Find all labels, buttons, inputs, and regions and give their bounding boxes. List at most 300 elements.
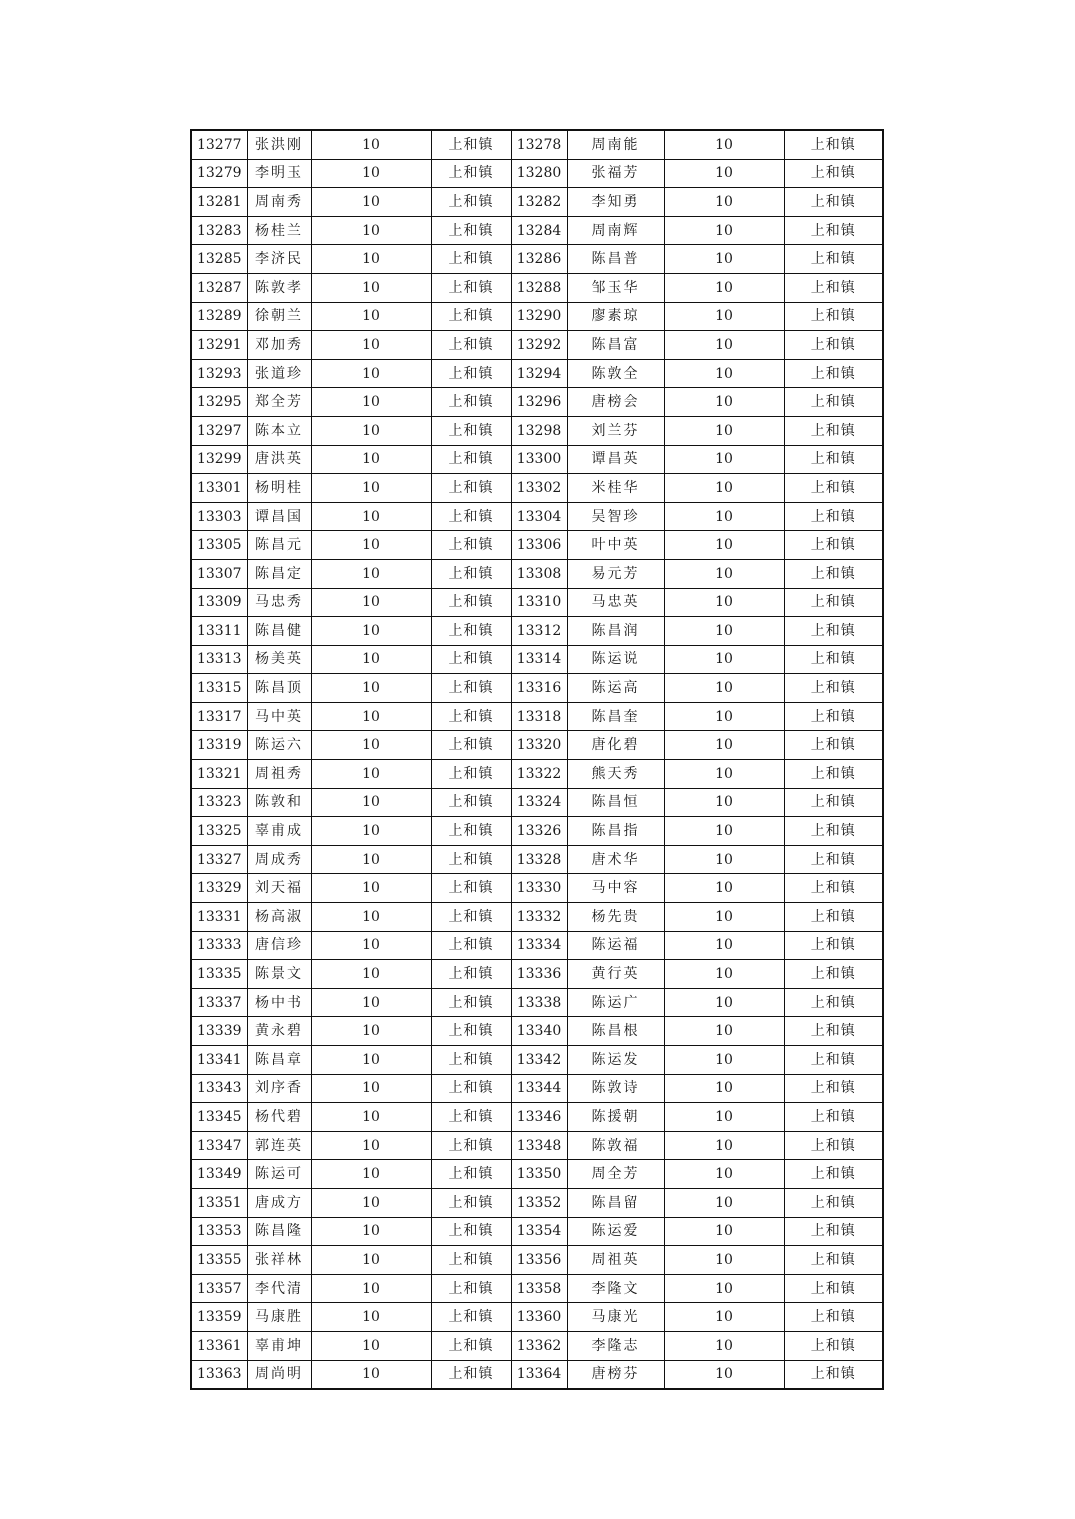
person-name-cell: 刘兰芬 bbox=[567, 416, 664, 445]
person-name-cell: 周南能 bbox=[567, 130, 664, 159]
amount-cell: 10 bbox=[664, 1160, 784, 1189]
amount-cell: 10 bbox=[311, 702, 431, 731]
record-id-cell: 13312 bbox=[511, 617, 567, 646]
person-name-cell: 李隆文 bbox=[567, 1274, 664, 1303]
table-row bbox=[191, 1131, 883, 1160]
town-cell: 上和镇 bbox=[431, 1331, 511, 1360]
town-cell: 上和镇 bbox=[784, 416, 883, 445]
amount-cell: 10 bbox=[664, 502, 784, 531]
amount-cell: 10 bbox=[664, 1360, 784, 1389]
person-name-cell: 陈昌根 bbox=[567, 1017, 664, 1046]
amount-cell: 10 bbox=[664, 1331, 784, 1360]
record-id-cell: 13278 bbox=[511, 130, 567, 159]
person-name-cell: 陈昌定 bbox=[247, 559, 311, 588]
amount-cell: 10 bbox=[311, 359, 431, 388]
amount-cell: 10 bbox=[664, 1046, 784, 1075]
amount-cell: 10 bbox=[664, 416, 784, 445]
town-cell: 上和镇 bbox=[431, 388, 511, 417]
town-cell: 上和镇 bbox=[784, 474, 883, 503]
person-name-cell: 陈昌顶 bbox=[247, 674, 311, 703]
amount-cell: 10 bbox=[664, 245, 784, 274]
person-name-cell: 李济民 bbox=[247, 245, 311, 274]
record-id-cell: 13354 bbox=[511, 1217, 567, 1246]
record-id-cell: 13331 bbox=[191, 903, 247, 932]
town-cell: 上和镇 bbox=[784, 788, 883, 817]
table-row bbox=[191, 817, 883, 846]
town-cell: 上和镇 bbox=[431, 302, 511, 331]
table-row bbox=[191, 302, 883, 331]
table-row bbox=[191, 731, 883, 760]
town-cell: 上和镇 bbox=[784, 817, 883, 846]
amount-cell: 10 bbox=[664, 845, 784, 874]
town-cell: 上和镇 bbox=[431, 1360, 511, 1389]
table-row bbox=[191, 474, 883, 503]
amount-cell: 10 bbox=[664, 1074, 784, 1103]
table-row bbox=[191, 788, 883, 817]
record-id-cell: 13351 bbox=[191, 1188, 247, 1217]
record-id-cell: 13289 bbox=[191, 302, 247, 331]
record-id-cell: 13288 bbox=[511, 273, 567, 302]
person-name-cell: 谭昌国 bbox=[247, 502, 311, 531]
record-id-cell: 13279 bbox=[191, 159, 247, 188]
person-name-cell: 米桂华 bbox=[567, 474, 664, 503]
record-id-cell: 13313 bbox=[191, 645, 247, 674]
person-name-cell: 唐洪英 bbox=[247, 445, 311, 474]
record-id-cell: 13326 bbox=[511, 817, 567, 846]
record-id-cell: 13340 bbox=[511, 1017, 567, 1046]
record-id-cell: 13320 bbox=[511, 731, 567, 760]
town-cell: 上和镇 bbox=[784, 845, 883, 874]
amount-cell: 10 bbox=[311, 817, 431, 846]
record-id-cell: 13280 bbox=[511, 159, 567, 188]
town-cell: 上和镇 bbox=[784, 1303, 883, 1332]
amount-cell: 10 bbox=[311, 1017, 431, 1046]
town-cell: 上和镇 bbox=[784, 1046, 883, 1075]
amount-cell: 10 bbox=[311, 302, 431, 331]
amount-cell: 10 bbox=[664, 188, 784, 217]
town-cell: 上和镇 bbox=[431, 817, 511, 846]
amount-cell: 10 bbox=[664, 1303, 784, 1332]
person-name-cell: 陈敦孝 bbox=[247, 273, 311, 302]
person-name-cell: 辜甫成 bbox=[247, 817, 311, 846]
record-id-cell: 13334 bbox=[511, 931, 567, 960]
person-name-cell: 杨桂兰 bbox=[247, 216, 311, 245]
amount-cell: 10 bbox=[664, 960, 784, 989]
record-id-cell: 13349 bbox=[191, 1160, 247, 1189]
amount-cell: 10 bbox=[664, 559, 784, 588]
record-id-cell: 13332 bbox=[511, 903, 567, 932]
town-cell: 上和镇 bbox=[784, 960, 883, 989]
record-id-cell: 13360 bbox=[511, 1303, 567, 1332]
person-name-cell: 陈敦诗 bbox=[567, 1074, 664, 1103]
person-name-cell: 陈敦福 bbox=[567, 1131, 664, 1160]
table-row bbox=[191, 960, 883, 989]
record-id-cell: 13363 bbox=[191, 1360, 247, 1389]
person-name-cell: 唐成方 bbox=[247, 1188, 311, 1217]
town-cell: 上和镇 bbox=[431, 502, 511, 531]
record-id-cell: 13300 bbox=[511, 445, 567, 474]
person-name-cell: 陈运发 bbox=[567, 1046, 664, 1075]
person-name-cell: 张洪刚 bbox=[247, 130, 311, 159]
amount-cell: 10 bbox=[664, 130, 784, 159]
amount-cell: 10 bbox=[311, 445, 431, 474]
record-id-cell: 13310 bbox=[511, 588, 567, 617]
town-cell: 上和镇 bbox=[784, 931, 883, 960]
table-row bbox=[191, 1046, 883, 1075]
amount-cell: 10 bbox=[311, 216, 431, 245]
town-cell: 上和镇 bbox=[784, 588, 883, 617]
person-name-cell: 杨高淑 bbox=[247, 903, 311, 932]
amount-cell: 10 bbox=[664, 731, 784, 760]
amount-cell: 10 bbox=[311, 1188, 431, 1217]
record-id-cell: 13346 bbox=[511, 1103, 567, 1132]
amount-cell: 10 bbox=[664, 702, 784, 731]
town-cell: 上和镇 bbox=[784, 617, 883, 646]
table-row bbox=[191, 845, 883, 874]
amount-cell: 10 bbox=[664, 588, 784, 617]
person-name-cell: 徐朝兰 bbox=[247, 302, 311, 331]
amount-cell: 10 bbox=[311, 159, 431, 188]
amount-cell: 10 bbox=[311, 273, 431, 302]
person-name-cell: 刘序香 bbox=[247, 1074, 311, 1103]
town-cell: 上和镇 bbox=[784, 559, 883, 588]
amount-cell: 10 bbox=[311, 416, 431, 445]
table-row bbox=[191, 903, 883, 932]
amount-cell: 10 bbox=[311, 845, 431, 874]
amount-cell: 10 bbox=[664, 988, 784, 1017]
amount-cell: 10 bbox=[664, 903, 784, 932]
record-id-cell: 13324 bbox=[511, 788, 567, 817]
person-name-cell: 陈昌富 bbox=[567, 331, 664, 360]
town-cell: 上和镇 bbox=[431, 1074, 511, 1103]
amount-cell: 10 bbox=[311, 760, 431, 789]
record-id-cell: 13341 bbox=[191, 1046, 247, 1075]
amount-cell: 10 bbox=[664, 445, 784, 474]
town-cell: 上和镇 bbox=[431, 1131, 511, 1160]
person-name-cell: 李代清 bbox=[247, 1274, 311, 1303]
record-id-cell: 13329 bbox=[191, 874, 247, 903]
amount-cell: 10 bbox=[664, 1274, 784, 1303]
record-id-cell: 13311 bbox=[191, 617, 247, 646]
town-cell: 上和镇 bbox=[431, 702, 511, 731]
record-id-cell: 13347 bbox=[191, 1131, 247, 1160]
table-row bbox=[191, 188, 883, 217]
town-cell: 上和镇 bbox=[431, 445, 511, 474]
town-cell: 上和镇 bbox=[431, 760, 511, 789]
town-cell: 上和镇 bbox=[431, 960, 511, 989]
town-cell: 上和镇 bbox=[784, 1331, 883, 1360]
person-name-cell: 邓加秀 bbox=[247, 331, 311, 360]
town-cell: 上和镇 bbox=[431, 1103, 511, 1132]
roster-table-body bbox=[191, 130, 883, 1389]
amount-cell: 10 bbox=[311, 874, 431, 903]
person-name-cell: 唐榜会 bbox=[567, 388, 664, 417]
town-cell: 上和镇 bbox=[431, 474, 511, 503]
record-id-cell: 13319 bbox=[191, 731, 247, 760]
town-cell: 上和镇 bbox=[784, 988, 883, 1017]
person-name-cell: 马康胜 bbox=[247, 1303, 311, 1332]
record-id-cell: 13317 bbox=[191, 702, 247, 731]
table-row bbox=[191, 874, 883, 903]
amount-cell: 10 bbox=[664, 388, 784, 417]
person-name-cell: 陈昌恒 bbox=[567, 788, 664, 817]
town-cell: 上和镇 bbox=[784, 1360, 883, 1389]
town-cell: 上和镇 bbox=[784, 903, 883, 932]
record-id-cell: 13343 bbox=[191, 1074, 247, 1103]
record-id-cell: 13362 bbox=[511, 1331, 567, 1360]
town-cell: 上和镇 bbox=[431, 359, 511, 388]
record-id-cell: 13339 bbox=[191, 1017, 247, 1046]
town-cell: 上和镇 bbox=[431, 273, 511, 302]
table-row bbox=[191, 1074, 883, 1103]
person-name-cell: 刘天福 bbox=[247, 874, 311, 903]
record-id-cell: 13314 bbox=[511, 645, 567, 674]
amount-cell: 10 bbox=[664, 760, 784, 789]
amount-cell: 10 bbox=[311, 1360, 431, 1389]
person-name-cell: 马中容 bbox=[567, 874, 664, 903]
person-name-cell: 唐化碧 bbox=[567, 731, 664, 760]
person-name-cell: 周南秀 bbox=[247, 188, 311, 217]
table-row bbox=[191, 416, 883, 445]
person-name-cell: 周成秀 bbox=[247, 845, 311, 874]
record-id-cell: 13290 bbox=[511, 302, 567, 331]
amount-cell: 10 bbox=[311, 331, 431, 360]
town-cell: 上和镇 bbox=[431, 645, 511, 674]
record-id-cell: 13297 bbox=[191, 416, 247, 445]
record-id-cell: 13321 bbox=[191, 760, 247, 789]
record-id-cell: 13277 bbox=[191, 130, 247, 159]
record-id-cell: 13356 bbox=[511, 1246, 567, 1275]
town-cell: 上和镇 bbox=[431, 1217, 511, 1246]
record-id-cell: 13286 bbox=[511, 245, 567, 274]
town-cell: 上和镇 bbox=[784, 1160, 883, 1189]
person-name-cell: 周全芳 bbox=[567, 1160, 664, 1189]
town-cell: 上和镇 bbox=[431, 416, 511, 445]
person-name-cell: 谭昌英 bbox=[567, 445, 664, 474]
amount-cell: 10 bbox=[311, 988, 431, 1017]
town-cell: 上和镇 bbox=[431, 617, 511, 646]
record-id-cell: 13284 bbox=[511, 216, 567, 245]
amount-cell: 10 bbox=[664, 931, 784, 960]
record-id-cell: 13299 bbox=[191, 445, 247, 474]
town-cell: 上和镇 bbox=[431, 1246, 511, 1275]
amount-cell: 10 bbox=[311, 1103, 431, 1132]
record-id-cell: 13291 bbox=[191, 331, 247, 360]
person-name-cell: 陈昌奎 bbox=[567, 702, 664, 731]
record-id-cell: 13307 bbox=[191, 559, 247, 588]
town-cell: 上和镇 bbox=[784, 159, 883, 188]
record-id-cell: 13293 bbox=[191, 359, 247, 388]
amount-cell: 10 bbox=[311, 931, 431, 960]
amount-cell: 10 bbox=[311, 1131, 431, 1160]
amount-cell: 10 bbox=[664, 674, 784, 703]
town-cell: 上和镇 bbox=[784, 216, 883, 245]
town-cell: 上和镇 bbox=[431, 1160, 511, 1189]
town-cell: 上和镇 bbox=[784, 874, 883, 903]
town-cell: 上和镇 bbox=[431, 874, 511, 903]
record-id-cell: 13327 bbox=[191, 845, 247, 874]
town-cell: 上和镇 bbox=[431, 1046, 511, 1075]
record-id-cell: 13359 bbox=[191, 1303, 247, 1332]
table-row bbox=[191, 931, 883, 960]
table-row bbox=[191, 531, 883, 560]
amount-cell: 10 bbox=[311, 903, 431, 932]
person-name-cell: 郭连英 bbox=[247, 1131, 311, 1160]
amount-cell: 10 bbox=[311, 1303, 431, 1332]
town-cell: 上和镇 bbox=[784, 502, 883, 531]
record-id-cell: 13292 bbox=[511, 331, 567, 360]
town-cell: 上和镇 bbox=[431, 1274, 511, 1303]
table-row bbox=[191, 1303, 883, 1332]
record-id-cell: 13287 bbox=[191, 273, 247, 302]
amount-cell: 10 bbox=[664, 359, 784, 388]
person-name-cell: 陈昌指 bbox=[567, 817, 664, 846]
amount-cell: 10 bbox=[311, 474, 431, 503]
person-name-cell: 叶中英 bbox=[567, 531, 664, 560]
table-row bbox=[191, 645, 883, 674]
record-id-cell: 13350 bbox=[511, 1160, 567, 1189]
record-id-cell: 13330 bbox=[511, 874, 567, 903]
record-id-cell: 13308 bbox=[511, 559, 567, 588]
amount-cell: 10 bbox=[664, 1188, 784, 1217]
town-cell: 上和镇 bbox=[431, 1188, 511, 1217]
town-cell: 上和镇 bbox=[784, 531, 883, 560]
record-id-cell: 13358 bbox=[511, 1274, 567, 1303]
person-name-cell: 邹玉华 bbox=[567, 273, 664, 302]
record-id-cell: 13355 bbox=[191, 1246, 247, 1275]
town-cell: 上和镇 bbox=[431, 903, 511, 932]
amount-cell: 10 bbox=[664, 531, 784, 560]
record-id-cell: 13296 bbox=[511, 388, 567, 417]
person-name-cell: 杨美英 bbox=[247, 645, 311, 674]
record-id-cell: 13302 bbox=[511, 474, 567, 503]
person-name-cell: 陈运可 bbox=[247, 1160, 311, 1189]
person-name-cell: 陈昌润 bbox=[567, 617, 664, 646]
amount-cell: 10 bbox=[311, 1217, 431, 1246]
person-name-cell: 马忠秀 bbox=[247, 588, 311, 617]
person-name-cell: 黄永碧 bbox=[247, 1017, 311, 1046]
record-id-cell: 13325 bbox=[191, 817, 247, 846]
record-id-cell: 13364 bbox=[511, 1360, 567, 1389]
record-id-cell: 13301 bbox=[191, 474, 247, 503]
table-row bbox=[191, 1331, 883, 1360]
person-name-cell: 周祖秀 bbox=[247, 760, 311, 789]
amount-cell: 10 bbox=[664, 474, 784, 503]
person-name-cell: 吴智珍 bbox=[567, 502, 664, 531]
person-name-cell: 陈运说 bbox=[567, 645, 664, 674]
table-row bbox=[191, 331, 883, 360]
person-name-cell: 熊天秀 bbox=[567, 760, 664, 789]
record-id-cell: 13337 bbox=[191, 988, 247, 1017]
town-cell: 上和镇 bbox=[431, 988, 511, 1017]
amount-cell: 10 bbox=[664, 1217, 784, 1246]
table-row bbox=[191, 502, 883, 531]
town-cell: 上和镇 bbox=[431, 159, 511, 188]
table-row bbox=[191, 702, 883, 731]
person-name-cell: 陈昌元 bbox=[247, 531, 311, 560]
person-name-cell: 唐信珍 bbox=[247, 931, 311, 960]
table-row bbox=[191, 130, 883, 159]
town-cell: 上和镇 bbox=[431, 216, 511, 245]
town-cell: 上和镇 bbox=[431, 931, 511, 960]
record-id-cell: 13304 bbox=[511, 502, 567, 531]
town-cell: 上和镇 bbox=[784, 674, 883, 703]
table-row bbox=[191, 216, 883, 245]
person-name-cell: 杨先贵 bbox=[567, 903, 664, 932]
person-name-cell: 李隆志 bbox=[567, 1331, 664, 1360]
town-cell: 上和镇 bbox=[784, 130, 883, 159]
amount-cell: 10 bbox=[311, 188, 431, 217]
amount-cell: 10 bbox=[311, 388, 431, 417]
table-row bbox=[191, 388, 883, 417]
town-cell: 上和镇 bbox=[784, 1017, 883, 1046]
record-id-cell: 13322 bbox=[511, 760, 567, 789]
amount-cell: 10 bbox=[664, 1131, 784, 1160]
amount-cell: 10 bbox=[664, 331, 784, 360]
person-name-cell: 杨中书 bbox=[247, 988, 311, 1017]
amount-cell: 10 bbox=[664, 645, 784, 674]
record-id-cell: 13348 bbox=[511, 1131, 567, 1160]
town-cell: 上和镇 bbox=[784, 245, 883, 274]
record-id-cell: 13303 bbox=[191, 502, 247, 531]
person-name-cell: 杨明桂 bbox=[247, 474, 311, 503]
town-cell: 上和镇 bbox=[784, 1074, 883, 1103]
town-cell: 上和镇 bbox=[784, 302, 883, 331]
amount-cell: 10 bbox=[664, 302, 784, 331]
record-id-cell: 13282 bbox=[511, 188, 567, 217]
table-row bbox=[191, 1160, 883, 1189]
amount-cell: 10 bbox=[311, 1274, 431, 1303]
town-cell: 上和镇 bbox=[431, 245, 511, 274]
record-id-cell: 13285 bbox=[191, 245, 247, 274]
town-cell: 上和镇 bbox=[431, 588, 511, 617]
amount-cell: 10 bbox=[664, 273, 784, 302]
person-name-cell: 陈敦和 bbox=[247, 788, 311, 817]
table-row bbox=[191, 1360, 883, 1389]
roster-table bbox=[190, 129, 884, 1390]
person-name-cell: 李知勇 bbox=[567, 188, 664, 217]
amount-cell: 10 bbox=[664, 874, 784, 903]
amount-cell: 10 bbox=[311, 1046, 431, 1075]
amount-cell: 10 bbox=[664, 617, 784, 646]
town-cell: 上和镇 bbox=[431, 674, 511, 703]
town-cell: 上和镇 bbox=[431, 1017, 511, 1046]
record-id-cell: 13309 bbox=[191, 588, 247, 617]
record-id-cell: 13357 bbox=[191, 1274, 247, 1303]
amount-cell: 10 bbox=[311, 245, 431, 274]
table-row bbox=[191, 559, 883, 588]
table-row bbox=[191, 1217, 883, 1246]
town-cell: 上和镇 bbox=[431, 1303, 511, 1332]
table-row bbox=[191, 445, 883, 474]
record-id-cell: 13342 bbox=[511, 1046, 567, 1075]
town-cell: 上和镇 bbox=[431, 731, 511, 760]
person-name-cell: 郑全芳 bbox=[247, 388, 311, 417]
person-name-cell: 马康光 bbox=[567, 1303, 664, 1332]
person-name-cell: 廖素琼 bbox=[567, 302, 664, 331]
table-row bbox=[191, 617, 883, 646]
town-cell: 上和镇 bbox=[784, 702, 883, 731]
table-row bbox=[191, 588, 883, 617]
amount-cell: 10 bbox=[311, 731, 431, 760]
record-id-cell: 13318 bbox=[511, 702, 567, 731]
amount-cell: 10 bbox=[311, 588, 431, 617]
town-cell: 上和镇 bbox=[431, 559, 511, 588]
person-name-cell: 马中英 bbox=[247, 702, 311, 731]
person-name-cell: 陈援朝 bbox=[567, 1103, 664, 1132]
record-id-cell: 13316 bbox=[511, 674, 567, 703]
person-name-cell: 陈运福 bbox=[567, 931, 664, 960]
